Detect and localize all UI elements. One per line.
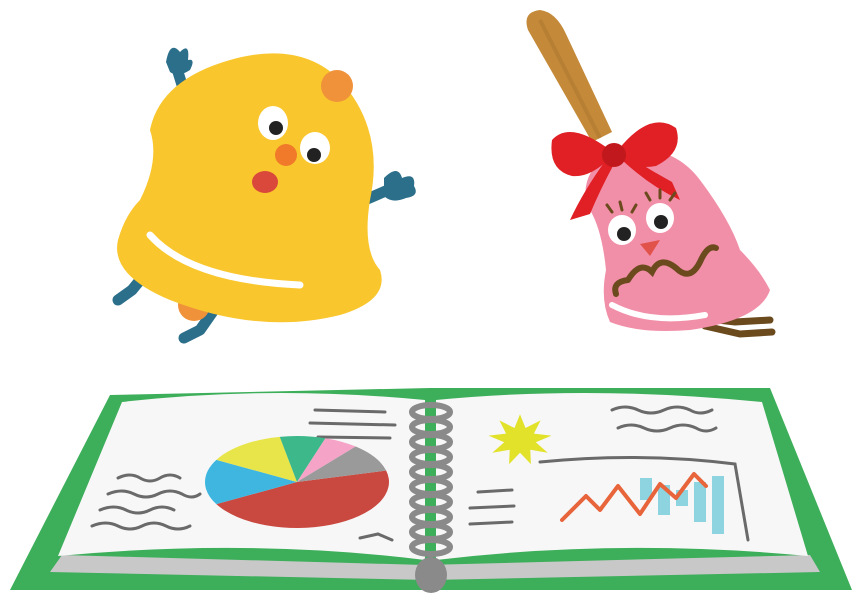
bar-4: [694, 482, 706, 522]
pink-bell-pupil-left: [617, 227, 631, 241]
notebook-spine-bottom: [415, 557, 447, 593]
yellow-bell-left-hand: [166, 48, 193, 75]
pink-bell-bow-knot: [602, 143, 626, 167]
yellow-bell-nose: [275, 144, 297, 166]
notebook-right-page: [436, 393, 808, 560]
bar-5: [712, 476, 724, 534]
pink-bell-character: [527, 10, 773, 334]
open-notebook: [10, 388, 852, 593]
yellow-bell-mouth: [252, 171, 278, 193]
yellow-bell-character: [117, 48, 416, 338]
pie-chart: [205, 436, 389, 528]
yellow-bell-cheek: [321, 70, 353, 102]
pink-bell-pupil-right: [654, 215, 668, 229]
yellow-bell-pupil-left: [269, 121, 283, 135]
pink-bell-handle-shade: [540, 20, 600, 138]
yellow-bell-right-hand: [384, 171, 416, 201]
yellow-bell-pupil-right: [307, 148, 321, 162]
